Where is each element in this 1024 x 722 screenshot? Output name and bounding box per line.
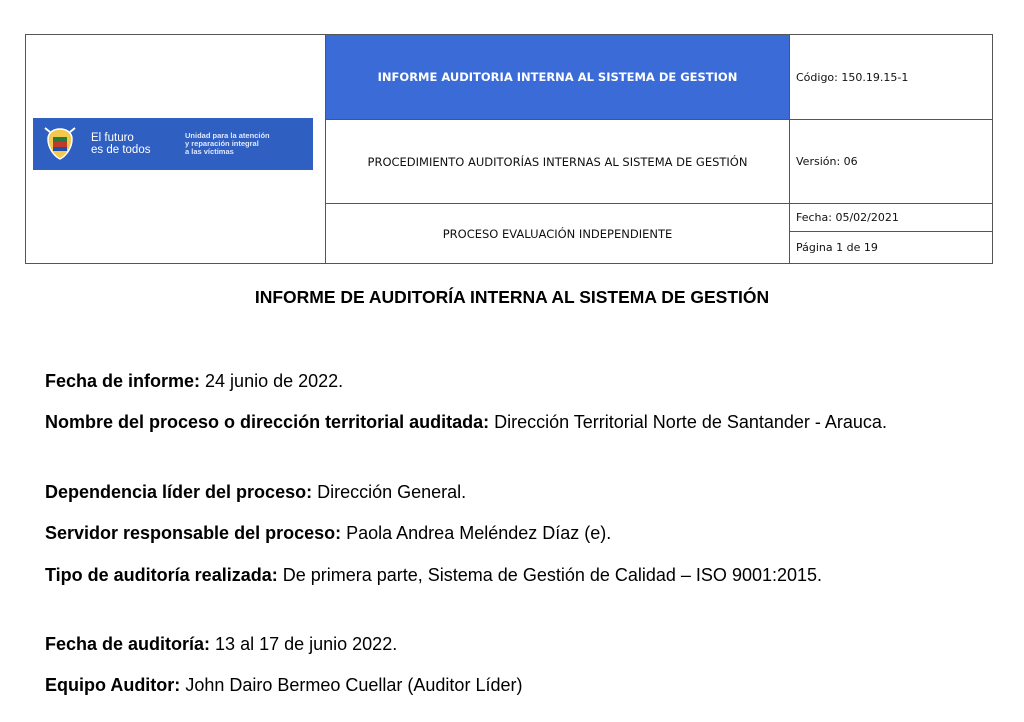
document-header-table — [25, 34, 993, 264]
coat-of-arms-icon — [41, 125, 79, 163]
procedimiento: PROCEDIMIENTO AUDITORÍAS INTERNAS AL SISTEMA DE GESTIÓN — [326, 120, 790, 204]
field-value: Dirección General. — [312, 482, 467, 502]
tagline — [91, 132, 171, 156]
entity-line-1: Unidad para la atención — [185, 131, 270, 140]
field-value: 24 junio de 2022. — [200, 371, 344, 391]
entity-name — [185, 132, 270, 156]
field-label: Servidor responsable del proceso: — [45, 523, 342, 543]
field-value: John Dairo Bermeo Cuellar (Auditor Líder) — [180, 675, 523, 695]
proceso: PROCESO EVALUACIÓN INDEPENDIENTE — [326, 204, 790, 264]
report-title: INFORME DE AUDITORÍA INTERNA AL SISTEMA DE GESTIÓN — [254, 287, 770, 307]
entity-line-3: a las víctimas — [185, 147, 234, 156]
field-label: Fecha de auditoría: — [45, 634, 211, 654]
field-label: Tipo de auditoría realizada: — [45, 565, 278, 585]
field-equipo-auditor — [45, 674, 945, 696]
field-label: Nombre del proceso o dirección territorial auditada: — [45, 412, 490, 432]
doc-title: INFORME AUDITORIA INTERNA AL SISTEMA DE GESTION — [326, 35, 790, 120]
version: Versión: 06 — [790, 120, 993, 204]
field-value: De primera parte, Sistema de Gestión de Calidad – ISO 9001:2015. — [277, 565, 823, 585]
field-value: Paola Andrea Meléndez Díaz (e). — [341, 523, 612, 543]
field-servidor — [45, 522, 945, 544]
logo-banner — [33, 118, 313, 170]
field-label: Dependencia líder del proceso: — [45, 482, 313, 502]
fecha: Fecha: 05/02/2021 — [790, 204, 993, 232]
tagline-line-2: es de todos — [91, 144, 151, 156]
entity-line-2: y reparación integral — [185, 139, 259, 148]
field-value: 13 al 17 de junio 2022. — [210, 634, 398, 654]
field-dependencia — [45, 481, 945, 503]
field-nombre-proceso — [45, 411, 945, 433]
logo-cell — [26, 35, 326, 264]
tagline-line-1: El futuro — [91, 132, 134, 144]
field-label: Equipo Auditor: — [45, 675, 181, 695]
field-tipo-auditoria — [45, 564, 945, 586]
pagina: Página 1 de 19 — [790, 232, 993, 264]
codigo: Código: 150.19.15-1 — [790, 35, 993, 120]
field-fecha-auditoria — [45, 633, 945, 655]
field-label: Fecha de informe: — [45, 371, 201, 391]
field-fecha-informe — [45, 370, 945, 392]
field-value: Dirección Territorial Norte de Santander - Arauca. — [489, 412, 887, 432]
